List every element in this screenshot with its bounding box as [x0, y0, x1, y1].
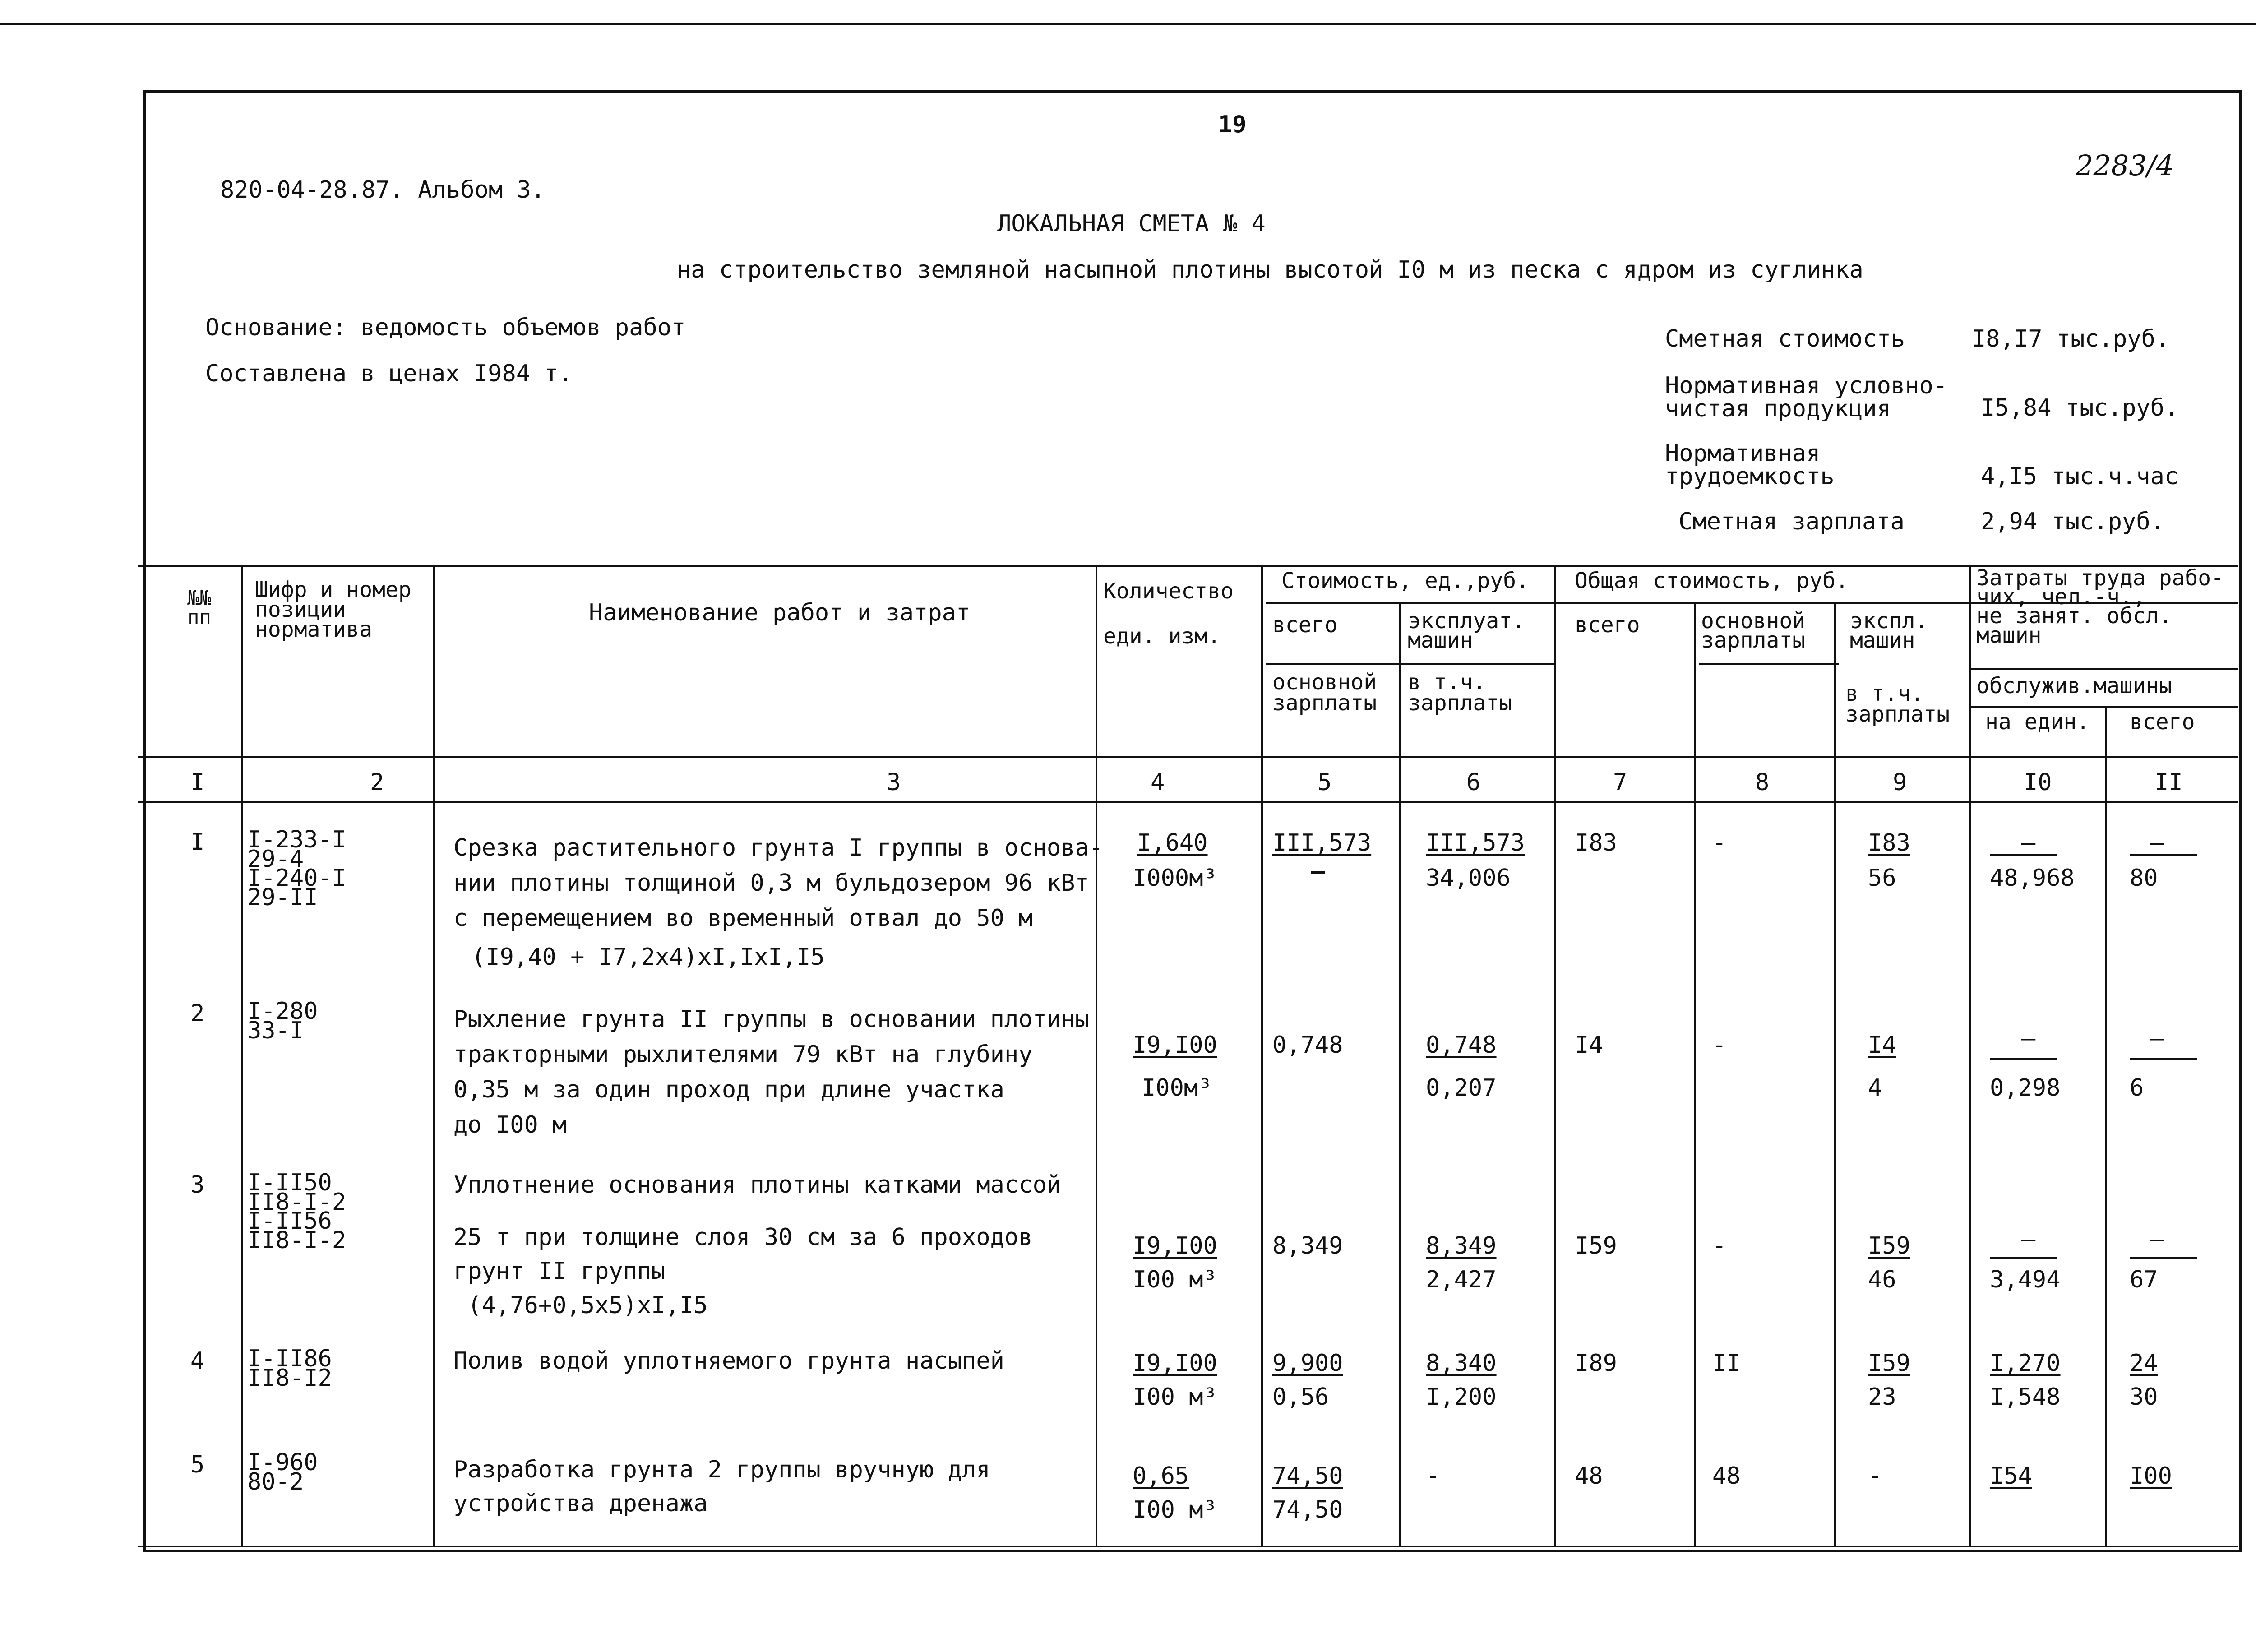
col-number-9: 9	[1893, 769, 1907, 796]
row-work-name: Срезка растительного грунта I группы в основа- нии плотины толщиной 0,3 м бульдозером 96 кВт с перемещением во временный отвал до 50 м	[453, 834, 1104, 932]
table-top-border	[138, 565, 2238, 567]
handwritten-stamp: 2283/4	[2076, 149, 2174, 182]
row-labor-unit: –	[2021, 829, 2036, 856]
page-frame	[143, 90, 2242, 1552]
row-labor-total-machine: 6	[2130, 1074, 2144, 1101]
table-bottom-border	[138, 1546, 2238, 1547]
header-total: всего	[1575, 612, 1640, 638]
row-unit: I00 м³	[1133, 1266, 1217, 1293]
row-unit-base-wage: –	[1311, 858, 1325, 885]
fraction-line	[1990, 1257, 2057, 1259]
summary-value-wages: 2,94 тыс.руб.	[1981, 508, 2164, 535]
row-total-machines: I83	[1868, 829, 1910, 856]
summary-value-cost: I8,I7 тыс.руб.	[1972, 325, 2170, 352]
prices-line: Составлена в ценах I984 т.	[205, 360, 573, 387]
row-unit-machine-wage: 2,427	[1426, 1266, 1497, 1293]
row-quantity: 0,65	[1133, 1462, 1189, 1490]
header-unit-total: всего	[1272, 612, 1338, 638]
row-number: 5	[190, 1451, 205, 1478]
row-total-base-wage: -	[1712, 1032, 1727, 1059]
cost-subheader-line	[1266, 663, 1554, 665]
row-unit-total: 8,349	[1272, 1232, 1343, 1259]
row-unit-machines: -	[1426, 1462, 1440, 1490]
fraction-line	[2130, 854, 2197, 856]
document-title: ЛОКАЛЬНАЯ СМЕТА № 4	[997, 210, 1266, 237]
col-number-6: 6	[1466, 769, 1481, 796]
header-work-name: Наименование работ и затрат	[589, 599, 971, 626]
col-divider-4	[1261, 565, 1263, 1546]
row-unit-machines: 0,748	[1426, 1032, 1497, 1059]
row-unit-machines: 8,349	[1426, 1232, 1497, 1259]
row-total: I89	[1575, 1350, 1617, 1377]
row-code: I-II50 II8-I-2 I-II56 II8-I-2	[247, 1169, 347, 1254]
col-divider-9	[1969, 565, 1971, 1546]
col-number-3: 3	[887, 769, 901, 796]
row-labor-total-machine: 80	[2130, 865, 2158, 892]
header-labor-total: всего	[2130, 709, 2195, 735]
fraction-line	[2130, 1058, 2197, 1060]
row-unit: I00 м³	[1133, 1384, 1217, 1411]
row-total: I4	[1575, 1032, 1603, 1059]
row-unit: I00 м³	[1133, 1496, 1217, 1523]
row-labor-unit-machine: 48,968	[1990, 865, 2075, 892]
row-labor-total: –	[2150, 829, 2164, 856]
row-work-name: Разработка грунта 2 группы вручную для устройства дренажа	[453, 1456, 990, 1518]
header-total-machine-wage: в т.ч. зарплаты	[1845, 681, 1950, 727]
row-unit-base-wage: 0,56	[1272, 1384, 1329, 1411]
row-labor-unit-machine: 0,298	[1990, 1074, 2061, 1101]
row-total-machine-wage: 4	[1868, 1074, 1882, 1101]
col-divider-3	[1096, 565, 1097, 1546]
row-work-name: Уплотнение основания плотины катками массой	[453, 1171, 1061, 1199]
row-total-machines: I59	[1868, 1232, 1910, 1259]
row-unit-machines: 8,340	[1426, 1350, 1497, 1377]
summary-label-labor: Нормативная трудоемкость	[1665, 440, 1835, 490]
col-number-11: II	[2154, 769, 2183, 796]
row-labor-total: –	[2150, 1025, 2164, 1052]
row-work-name: Рыхление грунта II группы в основании плотины тракторными рыхлителями 79 кВт на глубину 0,35 м за один проход при длине участка до I00 м	[453, 1006, 1089, 1138]
row-quantity: I9,I00	[1133, 1350, 1217, 1377]
row-unit-total: 0,748	[1272, 1032, 1343, 1059]
row-work-name-continued: 25 т при толщине слоя 30 см за 6 проходов грунт II группы (4,76+0,5x5)xI,I5	[453, 1224, 1033, 1319]
row-unit: I00м³	[1142, 1074, 1212, 1101]
col-divider-6	[1554, 565, 1556, 1546]
row-number: 2	[190, 1000, 205, 1027]
album-reference: 820-04-28.87. Альбом 3.	[220, 176, 546, 204]
fraction-line	[1990, 1058, 2057, 1060]
row-quantity: I9,I00	[1133, 1232, 1217, 1259]
col-number-5: 5	[1318, 769, 1332, 796]
fraction-line	[2130, 1257, 2197, 1259]
row-total-machines: I59	[1868, 1350, 1910, 1377]
column-number-line	[138, 801, 2238, 803]
col-divider-5	[1399, 602, 1401, 1546]
row-labor-total: 24	[2130, 1350, 2158, 1377]
row-unit-machine-wage: 34,006	[1426, 865, 1511, 892]
header-labor-group: Затраты труда рабо- чих, чел.-ч., не занят. обсл. машин	[1976, 565, 2224, 648]
header-unit-machines: эксплуат. машин	[1408, 608, 1526, 653]
row-total: 48	[1575, 1462, 1603, 1490]
header-unit-machine-wage: в т.ч. зарплаты	[1408, 670, 1512, 716]
row-quantity: I9,I00	[1133, 1032, 1217, 1059]
col-number-4: 4	[1151, 769, 1165, 796]
row-labor-total-machine: 67	[2130, 1266, 2158, 1293]
header-row-number: №№ пп	[187, 587, 211, 629]
fraction-line	[1990, 854, 2057, 856]
header-total-cost-group: Общая стоимость, руб.	[1575, 568, 1849, 593]
row-code: I-960 80-2	[247, 1449, 318, 1495]
row-number: 4	[190, 1347, 205, 1374]
row-labor-unit-machine: 3,494	[1990, 1266, 2061, 1293]
row-total-machines: -	[1868, 1462, 1882, 1490]
page-number: 19	[1218, 111, 1247, 138]
col-number-7: 7	[1613, 769, 1627, 796]
summary-label-net-product: Нормативная условно- чистая продукция	[1665, 372, 1948, 422]
header-labor-per-unit: на един.	[1985, 709, 2090, 735]
row-code: I-II86 II8-I2	[247, 1345, 332, 1392]
header-total-base-wage: основной зарплаты	[1701, 608, 1806, 653]
col-divider-8	[1834, 602, 1836, 1546]
header-total-machines: экспл. машин	[1850, 608, 1928, 653]
row-formula: (I9,40 + I7,2x4)xI,IxI,I5	[472, 944, 825, 971]
summary-label-cost: Сметная стоимость	[1665, 325, 1905, 352]
row-unit-total: 9,900	[1272, 1350, 1343, 1377]
row-total-machine-wage: 56	[1868, 865, 1896, 892]
row-unit-machines: III,573	[1426, 829, 1525, 856]
row-total-base-wage: -	[1712, 1232, 1727, 1259]
header-code: Шифр и номер позиции норматива	[255, 577, 411, 643]
col-number-10: I0	[2024, 769, 2052, 796]
header-unit: еди. изм.	[1103, 624, 1221, 649]
row-unit-machine-wage: I,200	[1426, 1384, 1497, 1411]
summary-label-wages: Сметная зарплата	[1678, 508, 1905, 535]
row-unit-machine-wage: 0,207	[1426, 1074, 1497, 1101]
row-unit-total: 74,50	[1272, 1462, 1343, 1490]
row-total-base-wage: -	[1712, 829, 1727, 856]
row-code: I-233-I 29-4 I-240-I 29-II	[247, 826, 347, 911]
labor-subheader-line	[1969, 668, 2238, 670]
row-labor-unit: –	[2021, 1226, 2036, 1253]
col-divider-2	[433, 565, 435, 1546]
row-labor-total-machine: 30	[2130, 1384, 2158, 1411]
row-total-base-wage: II	[1712, 1350, 1741, 1377]
col-number-2: 2	[370, 769, 384, 796]
col-number-1: I	[190, 769, 205, 796]
row-total-machine-wage: 46	[1868, 1266, 1896, 1293]
row-labor-unit: I,270	[1990, 1350, 2061, 1377]
row-number: I	[190, 828, 205, 856]
col-divider-10	[2105, 706, 2107, 1546]
header-bottom-line	[138, 756, 2238, 758]
header-unit-base-wage: основной зарплаты	[1272, 670, 1377, 716]
row-total: I83	[1575, 829, 1617, 856]
row-total-machines: I4	[1868, 1032, 1896, 1059]
row-labor-total: –	[2150, 1226, 2164, 1253]
row-unit-total: III,573	[1272, 829, 1372, 856]
row-total: I59	[1575, 1232, 1617, 1259]
row-total-base-wage: 48	[1712, 1462, 1741, 1490]
machine-subheader-line	[1699, 663, 1839, 665]
scan-top-line	[0, 23, 2256, 25]
summary-value-labor: 4,I5 тыс.ч.час	[1981, 463, 2179, 490]
header-labor-machine-service: обслужив.машины	[1976, 673, 2172, 699]
basis-line: Основание: ведомость объемов работ	[205, 314, 686, 341]
row-number: 3	[190, 1171, 205, 1199]
col-number-8: 8	[1755, 769, 1770, 796]
col-divider-7	[1694, 602, 1696, 1546]
row-unit-base-wage: 74,50	[1272, 1496, 1343, 1523]
row-labor-total: I00	[2130, 1462, 2172, 1490]
row-labor-unit: –	[2021, 1025, 2036, 1052]
summary-value-net-product: I5,84 тыс.руб.	[1981, 394, 2179, 421]
row-total-machine-wage: 23	[1868, 1384, 1896, 1411]
row-labor-unit: I54	[1990, 1462, 2032, 1490]
col-divider-1	[241, 565, 243, 1546]
row-labor-unit-machine: I,548	[1990, 1384, 2061, 1411]
row-unit: I000м³	[1133, 865, 1217, 892]
header-quantity: Количество	[1103, 578, 1234, 604]
labor-subheader-line-2	[1969, 706, 2238, 708]
document-subtitle: на строительство земляной насыпной плотины высотой I0 м из песка с ядром из суглинка	[677, 256, 1863, 283]
header-unit-cost-group: Стоимость, ед.,руб.	[1281, 568, 1530, 593]
row-code: I-280 33-I	[247, 998, 318, 1044]
row-quantity: I,640	[1137, 829, 1208, 856]
row-work-name: Полив водой уплотняемого грунта насыпей	[453, 1347, 1004, 1374]
